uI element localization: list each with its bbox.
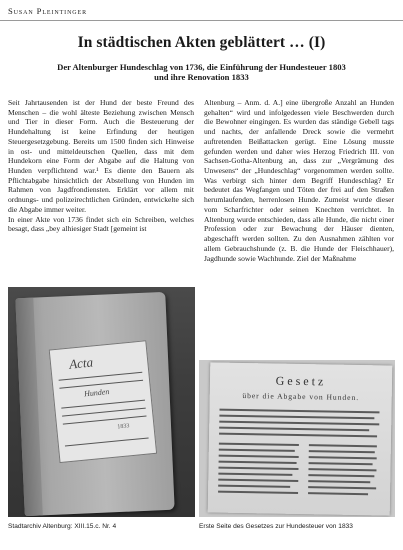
- document-subtitle: über die Abgabe von Hunden.: [242, 390, 360, 403]
- document-text-line: [309, 444, 377, 447]
- document-text-line: [218, 485, 290, 488]
- document-title: Gesetz: [275, 373, 327, 389]
- book-spine: [15, 298, 42, 517]
- handwriting-line: [65, 437, 149, 446]
- subtitle-line-2: und ihre Renovation 1833: [154, 72, 249, 83]
- archive-book: [15, 292, 174, 516]
- document-text-line: [219, 409, 379, 413]
- document-text-line: [219, 415, 374, 419]
- left-text-column: [8, 98, 194, 234]
- paragraph: Altenburg – Anm. d. A.] eine übergroße Anzahl an Hunden gehalten“ wird und infolgedessen viele Beschwerden durch die Bewohner eingingen. Es wurden das ständige Gebell tags und nachts, der anfallende Dreck sowie die vermehrt auftretenden Beißattacken gerügt. Eine Lösung musste gefunden werden und daher wies Herzog Friedrich III. von Sachsen-Gotha-Altenburg an, dass zur „Vergrämung des Unwesens“ der „Hundeschlag“ vorgenommen werden sollte. Was verbirgt sich hinter dem Begriff Hundeschlag? Er bedeutet das Wegfangen und Töten der frei auf den Straßen herumlaufenden, herrenlosen Hunde. Zumeist wurde dieser vom Scharfrichter oder seinen Knechten verrichtet. In Altenburg wurde entschieden, dass alle Hunde, die nicht einer Profession oder zur Bewachung der Häuser dienten, abgeschafft werden sollten. Zu den Ausnahmen zählten vor allem Gebrauchshunde (z. B. die Hunde der Fleischhauer), Jagdhunde sowie Wachhunde. Ziel der Maßnahme: [204, 98, 394, 263]
- document-text-line: [218, 467, 298, 470]
- document-text-line: [308, 480, 370, 483]
- document-text-line: [219, 433, 377, 437]
- handwriting-line: [61, 400, 145, 409]
- image-caption-left: Stadtarchiv Altenburg: XIII.15.c. Nr. 4: [8, 523, 117, 530]
- document-text-line: [308, 492, 368, 495]
- label-title: Acta: [68, 354, 94, 372]
- article-subtitle: [20, 62, 383, 83]
- archive-file-photo: [8, 287, 195, 517]
- handwriting-line: [63, 416, 147, 425]
- document-text-line: [219, 443, 299, 446]
- document-text-line: [219, 427, 369, 431]
- document-text-line: [309, 456, 377, 459]
- label-word: Hunden: [83, 387, 110, 399]
- document-text-line: [218, 473, 292, 476]
- subtitle-line-1: Der Altenburger Hundeschlag von 1736, die Einführung der Hundesteuer 1803: [57, 62, 346, 72]
- law-document-photo: [199, 360, 395, 517]
- handwriting-line: [59, 372, 143, 381]
- paragraph: Seit Jahrtausenden ist der Hund der beste Freund des Menschen – die wohl älteste Beziehung zwischen Mensch und Tier in dieser Form. Auch die Besteuerung der Hundehaltung ist keine Erfindung der heutigen Steuergesetzgebung. Bereits um 1500 finden sich Hinweise in ost- und mitteldeutschen Quellen, dass mit dem Hundekorn eine Form der Abgabe auf die Haltung von Hunden verpflichtend war.¹ Es diente den Bauern als Pflichtabgabe hinsichtlich der Abstellung von Hunden im Rahmen von Jagdfrondiensten. Erklärt vor allem mit ordnungs- und polizeirechtlichen Gründen, entwickelte sich die Abgabe immer weiter.: [8, 98, 194, 214]
- document-text-line: [309, 462, 373, 465]
- law-document-page: [208, 362, 393, 515]
- document-text-line: [308, 474, 374, 477]
- paragraph: In einer Akte von 1736 findet sich ein Schreiben, welches besagt, dass „bey alhiesiger Stadt [gemeint ist: [8, 214, 194, 234]
- article-title: In städtischen Akten geblättert … (I): [77, 34, 326, 51]
- book-label: [49, 340, 157, 463]
- document-text-line: [219, 461, 297, 464]
- handwriting-line: [62, 408, 146, 417]
- header-rule: [0, 20, 403, 21]
- running-head: Susan Pleintinger: [8, 6, 88, 16]
- image-caption-right: Erste Seite des Gesetzes zur Hundesteuer von 1833: [199, 523, 353, 530]
- document-text-line: [308, 468, 376, 471]
- document-text-line: [218, 491, 298, 494]
- right-text-column: [204, 98, 394, 263]
- document-text-line: [218, 479, 298, 482]
- label-year: 1833: [117, 423, 130, 431]
- document-text-line: [219, 449, 295, 452]
- document-text-line: [219, 455, 299, 458]
- document-text-line: [219, 421, 379, 425]
- document-text-line: [308, 486, 376, 489]
- document-text-line: [309, 450, 375, 453]
